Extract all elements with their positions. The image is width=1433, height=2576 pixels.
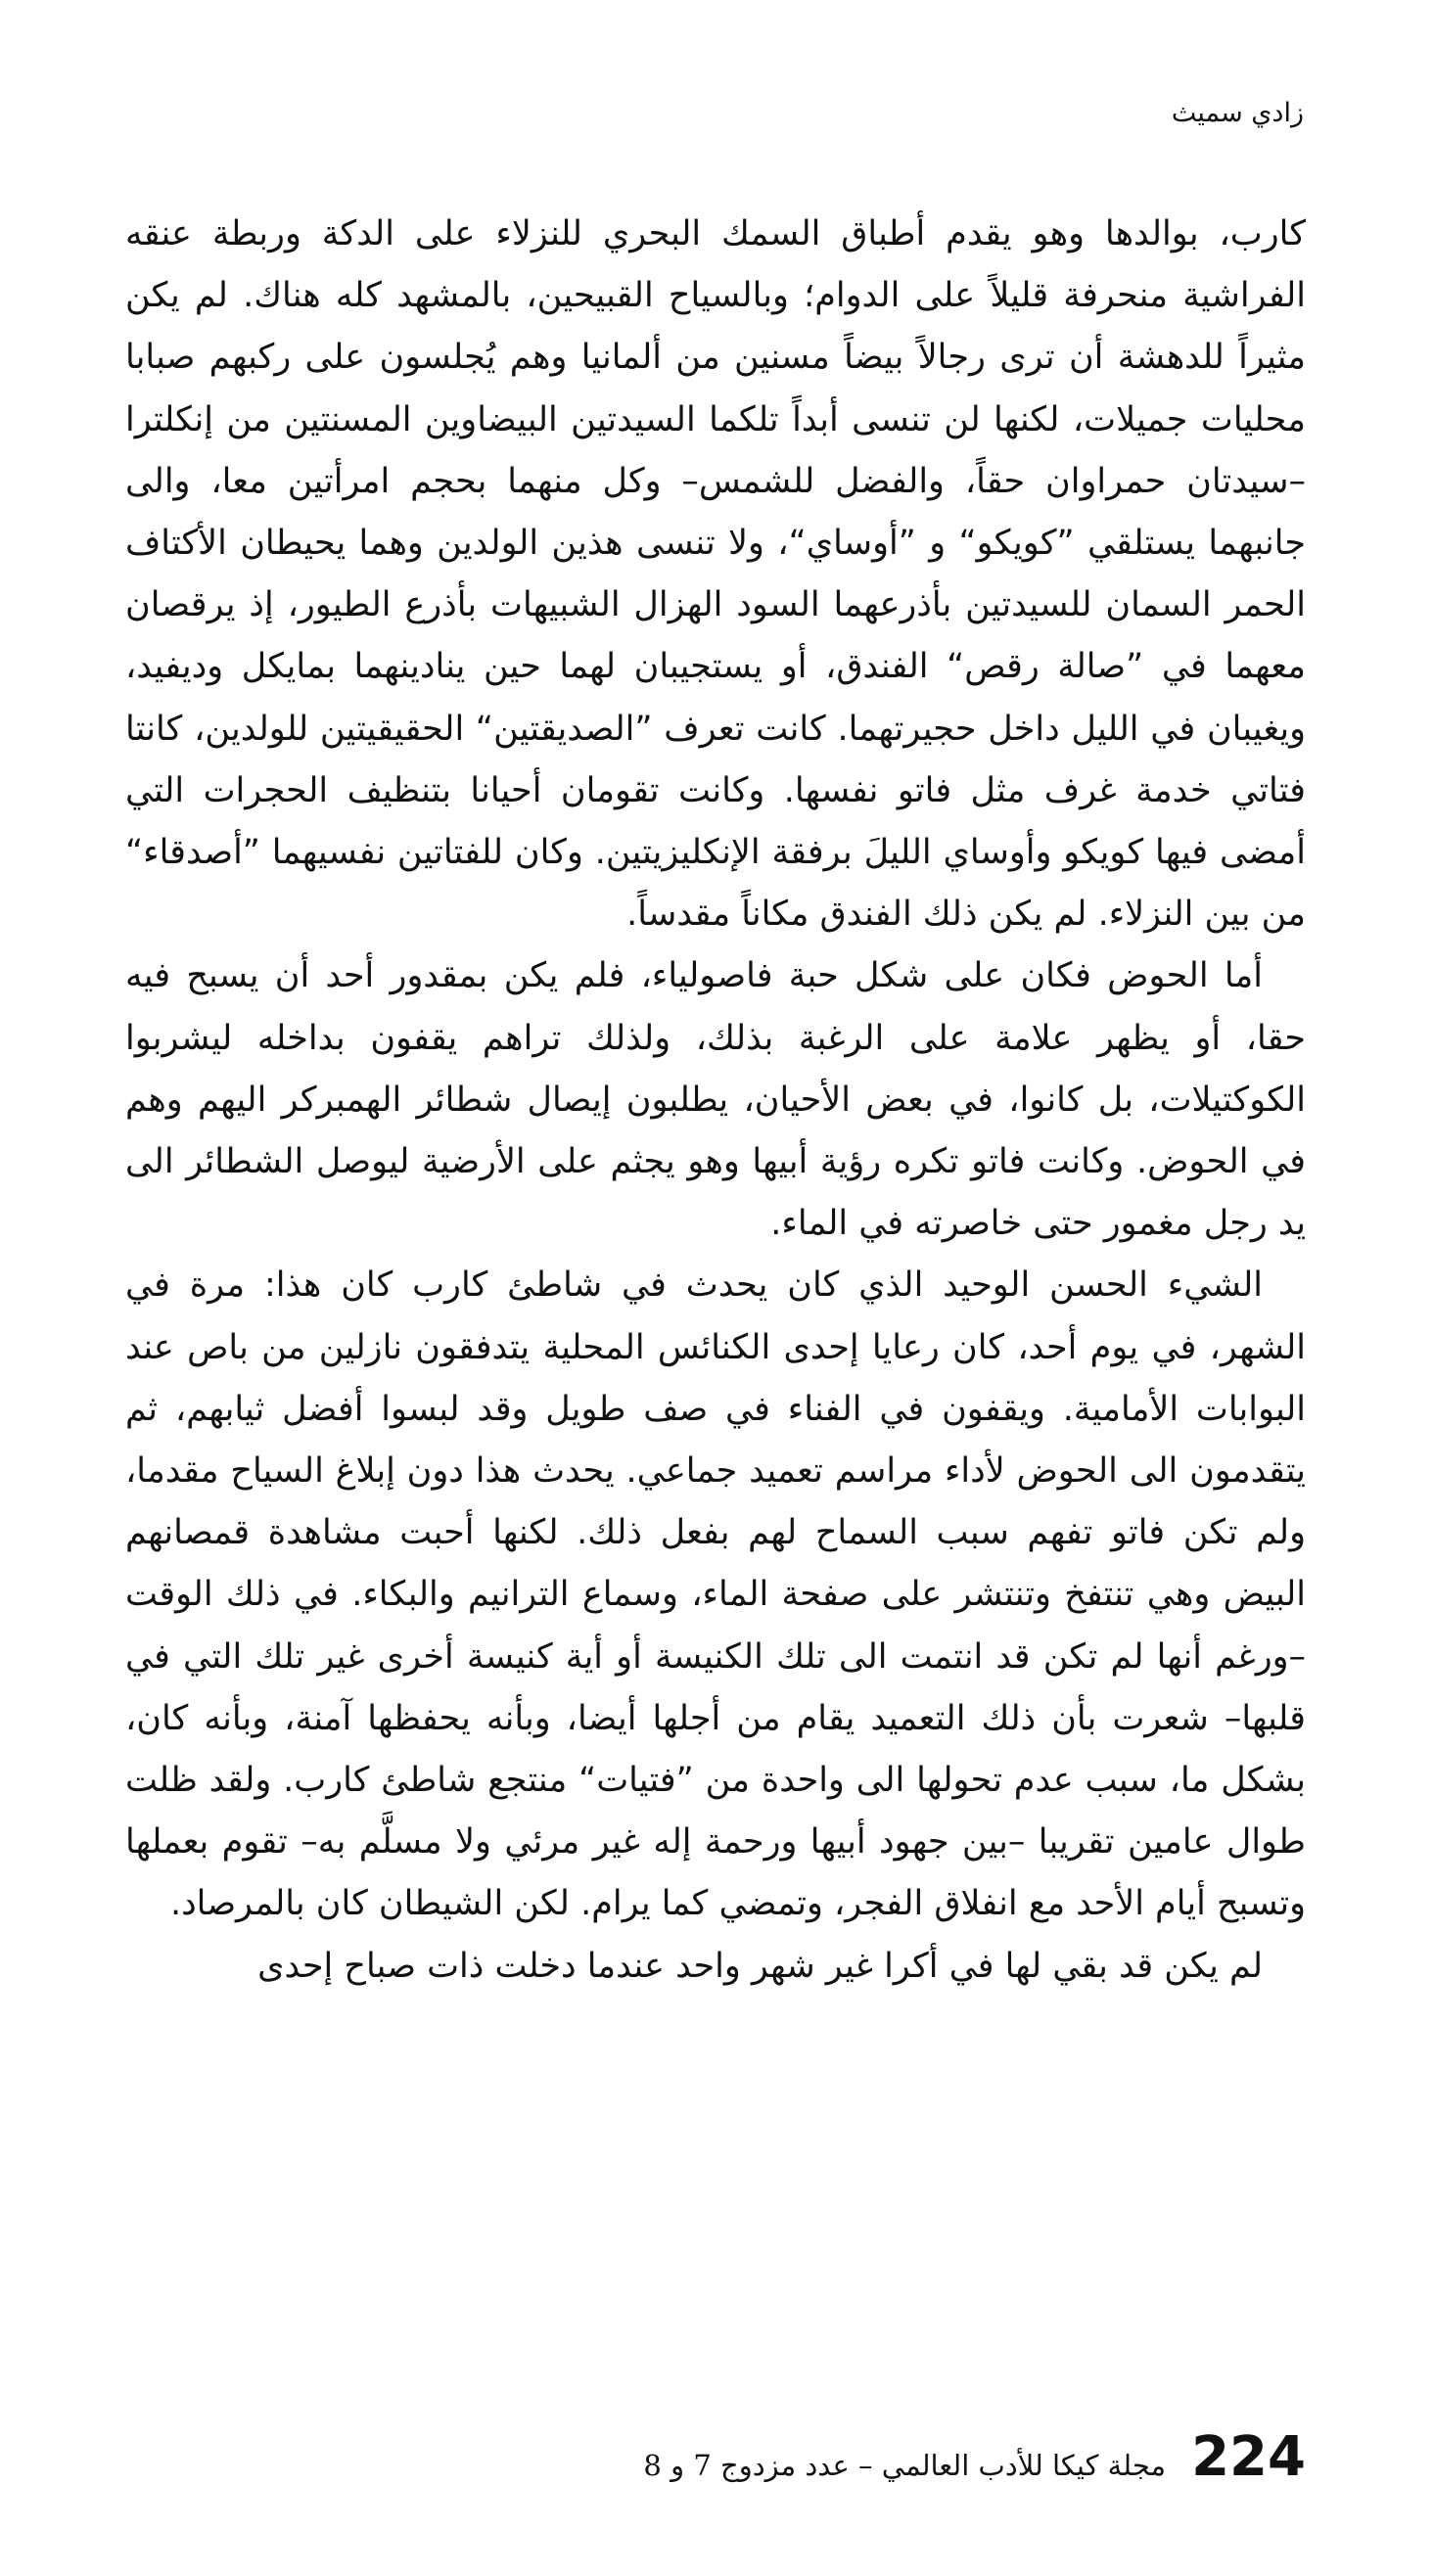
page-number: 224 bbox=[1191, 2425, 1306, 2489]
paragraph-1: كارب، بوالدها وهو يقدم أطباق السمك البحري للنزلاء على الدكة وربطة عنقه الفراشية منحرفة قليلاً على الدوام؛ وبالسياح القبيحين، بالمشهد كله هناك. لم يكن مثيراً للدهشة أن ترى رجالاً بيضاً مسنين من ألمانيا وهم يُجلسون على ركبهم صبابا محليات جميلات، لكنها لن تنسى أبداً تلكما السيدتين البيضاوين المسنتين من إنكلترا –سيدتان حمراوان حقاً، والفضل للشمس– وكل منهما بحجم امرأتين معا، والى جانبهما يستلقي ”كويكو“ و ”أوساي“، ولا تنسى هذين الولدين وهما يحيطان الأكتاف الحمر السمان للسيدتين بأذرعهما السود الهزال الشبيهات بأذرع الطيور، إذ يرقصان معهما في ”صالة رقص“ الفندق، أو يستجيبان لهما حين ينادينهما بمايكل وديفيد، ويغيبان في الليل داخل حجيرتهما. كانت تعرف ”الصديقتين“ الحقيقيتين للولدين، كانتا فتاتي خدمة غرف مثل فاتو نفسها. وكانت تقومان أحيانا بتنظيف الحجرات التي أمضى فيها كويكو وأوساي الليلَ برفقة الإنكليزيتين. وكان للفتاتين نفسيهما ”أصدقاء“ من بين النزلاء. لم يكن ذلك الفندق مكاناً مقدساً. bbox=[125, 214, 1306, 935]
journal-title: مجلة كيكا للأدب العالمي – عدد مزدوج 7 و 8 bbox=[643, 2449, 1167, 2482]
paragraph-2: أما الحوض فكان على شكل حبة فاصولياء، فلم يكن بمقدور أحد أن يسبح فيه حقا، أو يظهر علامة على الرغبة بذلك، ولذلك تراهم يقفون بداخله ليشربوا الكوكتيلات، بل كانوا، في بعض الأحيان، يطلبون إيصال شطائر الهمبركر اليهم وهم في الحوض. وكانت فاتو تكره رؤية أبيها وهو يجثم على الأرضية ليوصل الشطائر الى يد رجل مغمور حتى خاصرته في الماء. bbox=[125, 956, 1306, 1244]
page-footer bbox=[643, 2425, 1306, 2489]
running-header-author: زادي سميث bbox=[1171, 98, 1304, 128]
paragraph-4: لم يكن قد بقي لها في أكرا غير شهر واحد عندما دخلت ذات صباح إحدى bbox=[257, 1946, 1263, 1986]
paragraph-3: الشيء الحسن الوحيد الذي كان يحدث في شاطئ كارب كان هذا: مرة في الشهر، في يوم أحد، كان رعايا إحدى الكنائس المحلية يتدفقون نازلين من باص عند البوابات الأمامية. ويقفون في الفناء في صف طويل وقد لبسوا أفضل ثيابهم، ثم يتقدمون الى الحوض لأداء مراسم تعميد جماعي. يحدث هذا دون إبلاغ السياح مقدما، ولم تكن فاتو تفهم سبب السماح لهم بفعل ذلك. لكنها أحبت مشاهدة قمصانهم البيض وهي تنتفخ وتنتشر على صفحة الماء، وسماع الترانيم والبكاء. في ذلك الوقت –ورغم أنها لم تكن قد انتمت الى تلك الكنيسة أو أية كنيسة أخرى غير تلك التي في قلبها– شعرت بأن ذلك التعميد يقام من أجلها أيضا، وبأنه يحفظها آمنة، وبأنه كان، بشكل ما، سبب عدم تحولها الى واحدة من ”فتيات“ منتجع شاطئ كارب. ولقد ظلت طوال عامين تقريبا –بين جهود أبيها ورحمة إله غير مرئي ولا مسلَّم به– تقوم بعملها وتسبح أيام الأحد مع انفلاق الفجر، وتمضي كما يرام. لكن الشيطان كان بالمرصاد. bbox=[125, 1265, 1306, 1924]
article-body bbox=[125, 204, 1306, 1998]
